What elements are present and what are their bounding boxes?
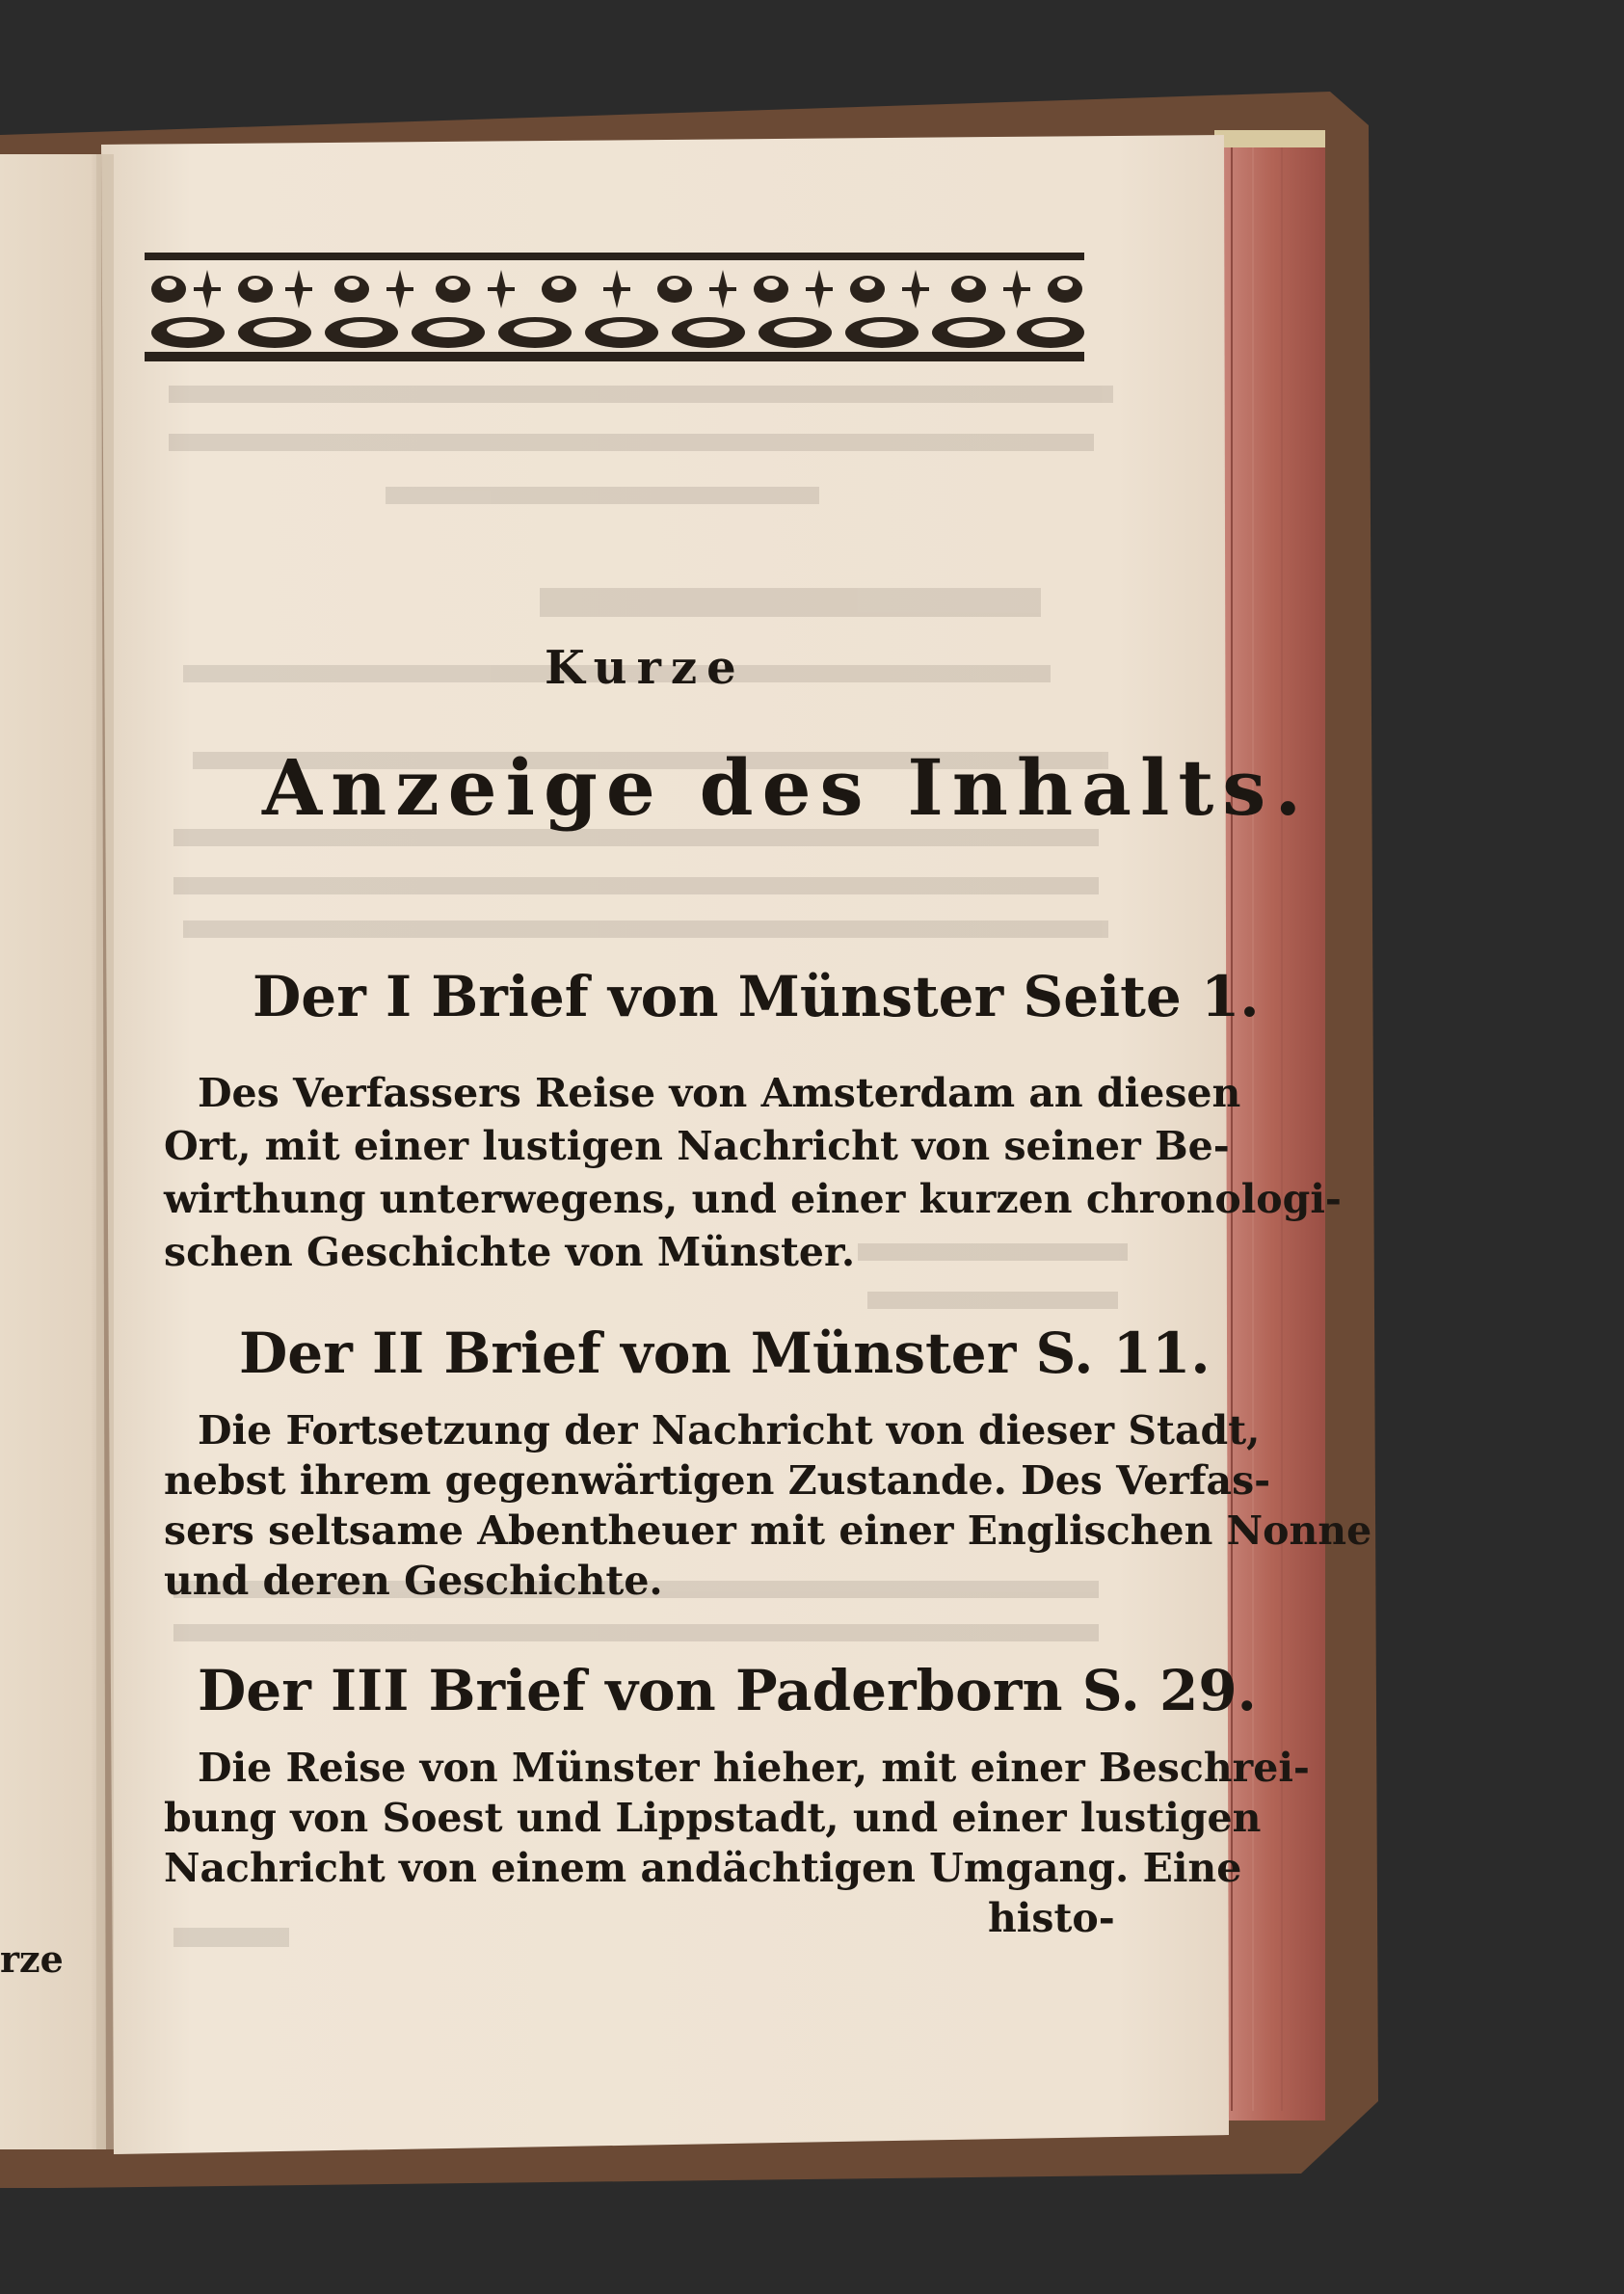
section-heading-2: Der II Brief von Münster S. 11. bbox=[239, 1320, 1211, 1386]
section-1-line-1: Des Verfassers Reise von Amsterdam an diesen bbox=[198, 1070, 1241, 1116]
catchword: histo- bbox=[988, 1895, 1115, 1941]
section-heading-1: Der I Brief von Münster Seite 1. bbox=[253, 964, 1260, 1029]
section-1-line-3: wirthung unterwegens, und einer kurzen chronologi- bbox=[164, 1176, 1342, 1222]
section-1-line-4: schen Geschichte von Münster. bbox=[164, 1229, 856, 1275]
section-3-line-1: Die Reise von Münster hieher, mit einer Beschrei- bbox=[198, 1745, 1310, 1791]
section-2-line-2: nebst ihrem gegenwärtigen Zustande. Des Verfas- bbox=[164, 1457, 1271, 1504]
section-2-line-1: Die Fortsetzung der Nachricht von dieser Stadt, bbox=[198, 1407, 1261, 1454]
section-1-line-2: Ort, mit einer lustigen Nachricht von seiner Be- bbox=[164, 1123, 1230, 1169]
page-title: Anzeige des Inhalts. bbox=[262, 742, 1311, 833]
left-page-fragment: rze bbox=[0, 1937, 64, 1981]
section-2-line-4: und deren Geschichte. bbox=[164, 1558, 663, 1604]
section-3-line-3: Nachricht von einem andächtigen Umgang. Eine bbox=[164, 1845, 1242, 1891]
section-3-line-2: bung von Soest und Lippstadt, und einer lustigen bbox=[164, 1795, 1262, 1841]
section-2-line-3: sers seltsame Abentheuer mit einer Englischen Nonne bbox=[164, 1507, 1372, 1554]
section-heading-3: Der III Brief von Paderborn S. 29. bbox=[198, 1658, 1257, 1723]
title-small: Kurze bbox=[545, 641, 746, 695]
